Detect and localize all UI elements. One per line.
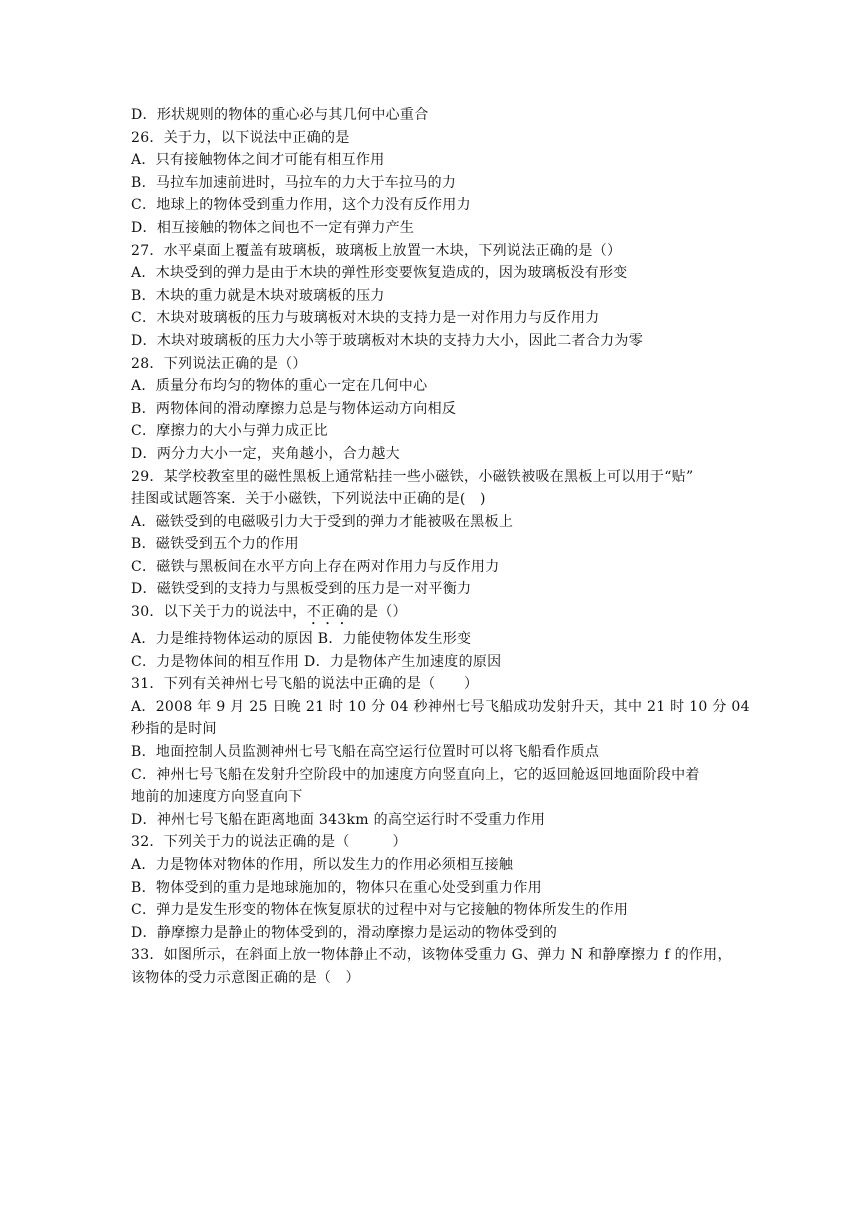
option-a-q32: A．力是物体对物体的作用，所以发生力的作用必须相互接触: [131, 857, 514, 873]
option-a-q31-line-2: 秒指的是时间: [131, 721, 217, 738]
question-31: 31．下列有关神州七号飞船的说法中正确的是（ ）: [131, 676, 479, 693]
question-33-line-1: 33．如图所示，在斜面上放一物体静止不动，该物体受重力 G、弹力 N 和静摩擦力 f 的作用，: [131, 947, 732, 964]
option-a-q27: A．木块受到的弹力是由于木块的弹性形变要恢复造成的，因为玻璃板没有形变: [131, 265, 628, 282]
question-30: 30．以下关于力的说法中，不正确的是（）: [131, 604, 407, 621]
document-body: [131, 104, 750, 990]
option-a-q31-line-1: A．2008 年 9 月 25 日晚 21 时 10 分 04 秒神州七号飞船成功发射升天，其中 21 时 10 分 04: [131, 698, 750, 715]
question-32: 32．下列关于力的说法正确的是（ ）: [131, 834, 407, 851]
option-b-q29: B．磁铁受到五个力的作用: [131, 536, 299, 553]
options-ab-q30: A．力是维持物体运动的原因 B．力能使物体发生形变: [131, 631, 472, 648]
question-29-line-1: 29．某学校教室里的磁性黑板上通常粘挂一些小磁铁，小磁铁被吸在黑板上可以用于“贴”: [131, 468, 694, 485]
option-d-q28: D．两分力大小一定，夹角越小，合力越大: [131, 445, 400, 462]
option-d-q32: D．静摩擦力是静止的物体受到的，滑动摩擦力是运动的物体受到的: [131, 924, 558, 941]
option-b-q31: B．地面控制人员监测神州七号飞船在高空运行位置时可以将飞船看作质点: [131, 744, 600, 761]
option-b-q27: B．木块的重力就是木块对玻璃板的压力: [131, 287, 385, 304]
option-b-q26: B．马拉车加速前进时，马拉车的力大于车拉马的力: [131, 174, 457, 191]
option-c-q28: C．摩擦力的大小与弹力成正比: [131, 423, 328, 440]
option-c-q26: C．地球上的物体受到重力作用，这个力没有反作用力: [131, 197, 471, 214]
question-27: 27．水平桌面上覆盖有玻璃板，玻璃板上放置一木块，下列说法正确的是（）: [131, 242, 622, 259]
option-d-q31: D．神州七号飞船在距离地面 343km 的高空运行时不受重力作用: [131, 811, 546, 828]
option-b-q28: B．两物体间的滑动摩擦力总是与物体运动方向相反: [131, 400, 457, 417]
question-26: 26．关于力，以下说法中正确的是: [131, 129, 350, 146]
option-d-q27: D．木块对玻璃板的压力大小等于玻璃板对木块的支持力大小，因此二者合力为零: [131, 332, 644, 349]
option-c-q31-line-2: 地前的加速度方向竖直向下: [131, 789, 303, 806]
option-a-q26: A．只有接触物体之间才可能有相互作用: [131, 152, 385, 169]
option-b-q32: B．物体受到的重力是地球施加的，物体只在重心处受到重力作用: [131, 879, 542, 896]
question-28: 28．下列说法正确的是（）: [131, 355, 307, 372]
option-d-q26: D．相互接触的物体之间也不一定有弹力产生: [131, 219, 415, 236]
option-c-q31-line-1: C．神州七号飞船在发射升空阶段中的加速度方向竖直向上，它的返回舱返回地面阶段中着: [131, 766, 700, 783]
option-d-q29: D．磁铁受到的支持力与黑板受到的压力是一对平衡力: [131, 581, 472, 598]
question-33-line-2: 该物体的受力示意图正确的是（ ）: [131, 969, 360, 986]
option-a-q28: A．质量分布均匀的物体的重心一定在几何中心: [131, 378, 428, 395]
option-d-q25: D．形状规则的物体的重心必与其几何中心重合: [131, 107, 429, 123]
option-c-q29: C．磁铁与黑板间在水平方向上存在两对作用力与反作用力: [131, 558, 500, 575]
question-29-line-2: 挂图或试题答案．关于小磁铁，下列说法中正确的是( ): [131, 491, 486, 508]
option-a-q29: A．磁铁受到的电磁吸引力大于受到的弹力才能被吸在黑板上: [131, 513, 514, 530]
options-cd-q30: C．力是物体间的相互作用 D．力是物体产生加速度的原因: [131, 653, 502, 670]
option-c-q27: C．木块对玻璃板的压力与玻璃板对木块的支持力是一对作用力与反作用力: [131, 310, 600, 327]
option-c-q32: C．弹力是发生形变的物体在恢复原状的过程中对与它接触的物体所发生的作用: [131, 902, 629, 919]
emphasis-not-correct: 不正确: [306, 604, 350, 621]
